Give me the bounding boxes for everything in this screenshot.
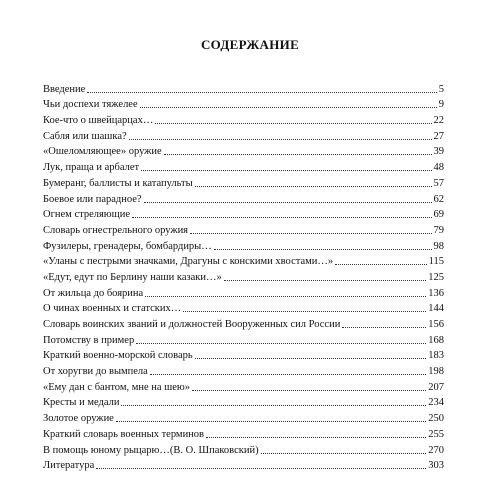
toc-entry-page-number: 98: [433, 240, 444, 252]
dot-leader: [150, 374, 426, 375]
dot-leader: [132, 217, 431, 218]
toc-entry: [43, 409, 444, 425]
toc-entry-title: «Ошеломляющее» оружие: [43, 146, 162, 158]
dot-leader: [224, 280, 426, 281]
toc-entry: [43, 362, 444, 378]
toc-entry: [43, 111, 444, 127]
toc-entry: [43, 268, 444, 284]
toc-title: СОДЕРЖАНИЕ: [200, 37, 300, 52]
toc-entry-title: Кое-что о швейцарцах…: [43, 115, 154, 127]
toc-entry-title: Литература: [43, 460, 95, 472]
dot-leader: [121, 405, 426, 406]
toc-entry-title: От хоругви до вымпела: [43, 366, 148, 378]
toc-entry: [43, 127, 444, 143]
dot-leader: [335, 264, 427, 265]
toc-entry-title: Чьи доспехи тяжелее: [43, 99, 138, 111]
toc-entry-title: Огнем стреляющие: [43, 209, 131, 221]
toc-entry-page-number: 69: [433, 209, 444, 221]
dot-leader: [87, 92, 436, 93]
dot-leader: [195, 186, 432, 187]
dot-leader: [195, 358, 427, 359]
toc-entry-page-number: 57: [433, 177, 444, 189]
dot-leader: [342, 327, 426, 328]
toc-entry: [43, 206, 444, 222]
toc-entry: [43, 253, 444, 269]
toc-entry-page-number: 270: [428, 444, 444, 456]
toc-entry-title: О чинах военных и статских…: [43, 303, 182, 315]
toc-entry: [43, 394, 444, 410]
toc-entry: [43, 221, 444, 237]
toc-entry-title: Сабля или шашка?: [43, 130, 127, 142]
toc-entry-page-number: 136: [428, 287, 444, 299]
toc-entry-title: Введение: [43, 83, 86, 95]
dot-leader: [141, 170, 431, 171]
toc-entry: [43, 425, 444, 441]
dot-leader: [140, 107, 437, 108]
dot-leader: [190, 233, 431, 234]
toc-entry: [43, 158, 444, 174]
toc-entry-title: Золотое оружие: [43, 413, 114, 425]
toc-entry: [43, 331, 444, 347]
dot-leader: [164, 154, 432, 155]
toc-entry: [43, 80, 444, 96]
toc-entry-page-number: 22: [433, 115, 444, 127]
toc-entry-title: Словарь воинских званий и должностей Вооруженных сил России: [43, 319, 341, 330]
toc-entry: [43, 284, 444, 300]
toc-entry-title: Потомству в пример: [43, 334, 135, 346]
toc-entry-title: Словарь огнестрельного оружия: [43, 224, 189, 236]
toc-entry: [43, 190, 444, 206]
dot-leader: [261, 453, 427, 454]
toc-entry: [43, 457, 444, 473]
toc-entry-page-number: 144: [428, 303, 444, 315]
toc-entry-title: Краткий военно-морской словарь: [43, 350, 193, 362]
toc-entry-page-number: 198: [428, 366, 444, 378]
toc-entry-page-number: 48: [433, 162, 444, 174]
dot-leader: [145, 296, 426, 297]
toc-entry: [43, 315, 444, 331]
toc-entry-title: Краткий словарь военных терминов: [43, 428, 205, 440]
toc-entry-page-number: 303: [428, 460, 444, 472]
dot-leader: [136, 343, 426, 344]
toc-entry-title: Кресты и медали: [43, 397, 120, 409]
dot-leader: [206, 437, 426, 438]
dot-leader: [214, 249, 432, 250]
toc-entry-page-number: 156: [428, 319, 444, 330]
toc-entry-title: Боевое или парадное?: [43, 193, 142, 205]
toc-entry: [43, 300, 444, 316]
toc-entry: [43, 441, 444, 457]
toc-entry: [43, 143, 444, 159]
toc-entry-title: «Ему дан с бантом, мне на шею»: [43, 381, 191, 393]
dot-leader: [144, 202, 432, 203]
toc-entry-page-number: 207: [428, 381, 444, 393]
toc-entry-page-number: 234: [428, 397, 444, 409]
toc-entry: [43, 237, 444, 253]
toc-entry-title: «Уланы с пестрыми значками, Драгуны с конскими хвостами…»: [43, 256, 334, 268]
toc-entry-title: Лук, праща и арбалет: [43, 162, 140, 174]
toc-entry-page-number: 125: [428, 271, 444, 283]
dot-leader: [155, 123, 431, 124]
toc-entry-page-number: 115: [428, 256, 444, 268]
toc-entry-page-number: 5: [438, 83, 444, 95]
toc-entry-title: От жильца до боярина: [43, 287, 144, 299]
toc-list: [43, 80, 444, 472]
toc-entry-page-number: 39: [433, 146, 444, 158]
dot-leader: [183, 311, 426, 312]
dot-leader: [96, 468, 426, 469]
dot-leader: [192, 390, 426, 391]
toc-entry: [43, 347, 444, 363]
toc-entry-page-number: 79: [433, 224, 444, 236]
toc-entry-page-number: 183: [428, 350, 444, 362]
toc-entry-page-number: 62: [433, 193, 444, 205]
toc-entry-page-number: 27: [433, 130, 444, 142]
toc-entry: [43, 378, 444, 394]
toc-entry-title: «Едут, едут по Берлину наши казаки…»: [43, 271, 222, 283]
toc-entry: [43, 174, 444, 190]
toc-entry-page-number: 168: [428, 334, 444, 346]
dot-leader: [116, 421, 426, 422]
toc-entry-title: Бумеранг, баллисты и катапульты: [43, 177, 193, 189]
toc-entry-page-number: 250: [428, 413, 444, 425]
dot-leader: [129, 139, 432, 140]
toc-entry: [43, 96, 444, 112]
toc-entry-page-number: 9: [438, 99, 444, 111]
toc-entry-title: В помощь юному рыцарю…(В. О. Шпаковский): [43, 444, 259, 456]
toc-entry-title: Фузилеры, гренадеры, бомбардиры…: [43, 240, 212, 252]
toc-entry-page-number: 255: [428, 428, 444, 440]
